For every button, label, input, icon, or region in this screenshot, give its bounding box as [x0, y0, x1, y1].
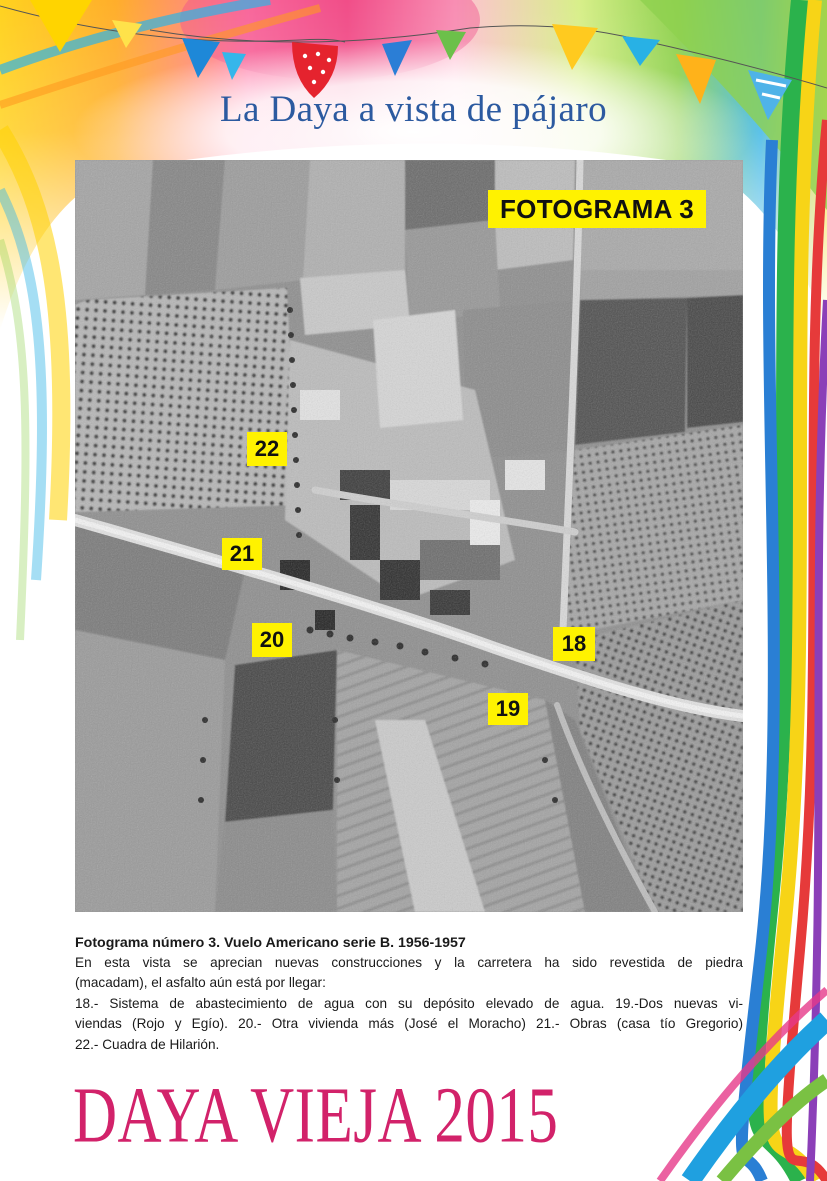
marker-22: 22 [247, 432, 287, 466]
aerial-photo [75, 160, 743, 912]
fotograma-label: FOTOGRAMA 3 [488, 190, 706, 228]
caption-line: (macadam), el asfalto aún está por llegar: [75, 975, 326, 991]
photo-caption [75, 933, 743, 1055]
marker-19: 19 [488, 693, 528, 725]
page-title: La Daya a vista de pájaro [219, 89, 607, 130]
caption-heading: Fotograma número 3. Vuelo Americano serie B. 1956-1957 [75, 935, 466, 951]
marker-20: 20 [252, 623, 292, 657]
caption-line: viendas (Rojo y Egío). 20.- Otra vivienda más (José el Moracho) 21.- Obras (casa tío Gregorio) [75, 1016, 743, 1032]
caption-line: 18.- Sistema de abastecimiento de agua con su depósito elevado de agua. 19.-Dos nuevas vi- [75, 995, 743, 1011]
footer-title: DAYA VIEJA 2015 [73, 1072, 559, 1160]
aerial-photo-image [75, 160, 743, 912]
photo-grain [75, 160, 743, 912]
marker-21: 21 [222, 538, 262, 570]
marker-18: 18 [553, 627, 595, 661]
caption-line: En esta vista se aprecian nuevas construcciones y la carretera ha sido revestida de piedra [75, 955, 743, 970]
caption-line: 22.- Cuadra de Hilarión. [75, 1036, 220, 1052]
